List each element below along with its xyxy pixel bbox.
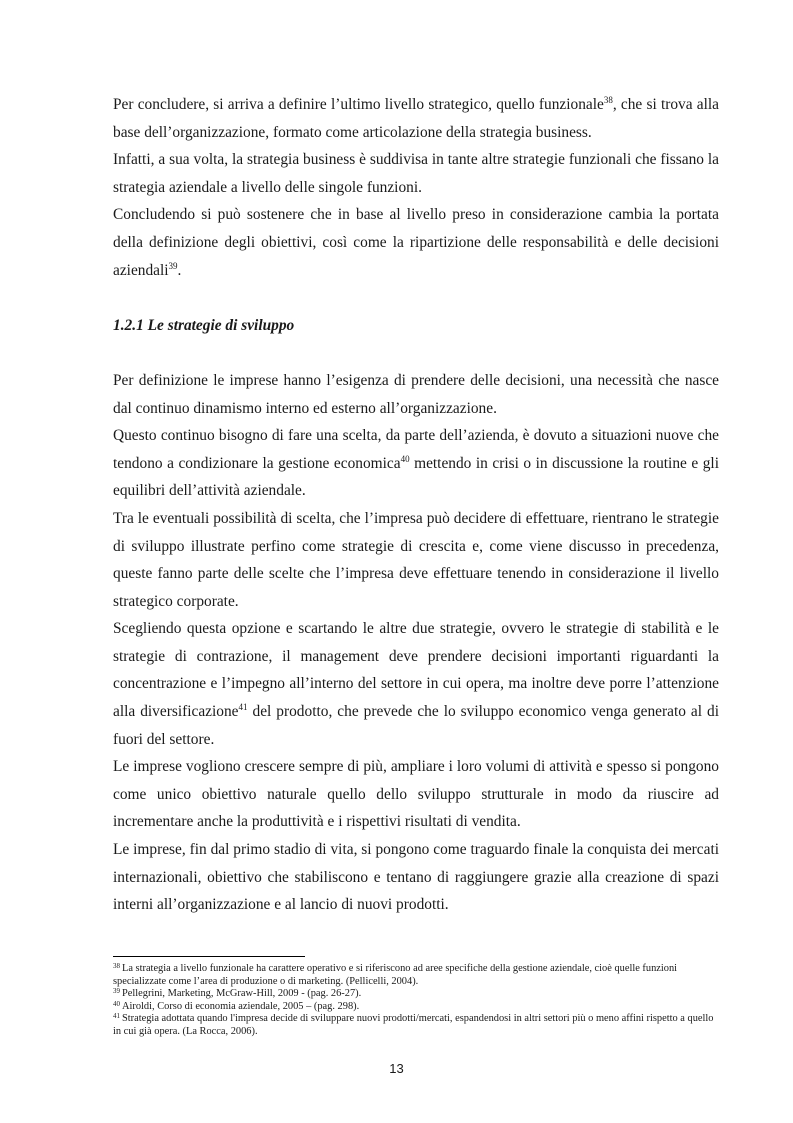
- footnote: $^{40}$ Airoldi, Corso di economia aziendale, 2005 – (pag. 298).: [113, 999, 360, 1012]
- footnotes: [113, 963, 719, 1039]
- paragraph: Scegliendo questa opzione e scartando le altre due strategie, ovvero le strategie di stabilità e le strategie di contrazione, il management deve prendere decisioni importanti riguardanti la concentrazione e l’impegno all’interno del settore in cui opera, ma inoltre deve porre l’attenzione alla diversificazione$^{41}$ del prodotto, che prevede che lo sviluppo economico venga generato al di fuori del settore.: [113, 620, 720, 748]
- paragraph: Per definizione le imprese hanno l’esigenza di prendere delle decisioni, una necessità che nasce dal continuo dinamismo interno ed esterno all’organizzazione.: [113, 371, 719, 417]
- paragraph: Tra le eventuali possibilità di scelta, che l’impresa può decidere di effettuare, rientrano le strategie di sviluppo illustrate perfino come strategie di crescita e, come viene discusso in precedenza, queste fanno parte delle scelte che l’impresa deve effettuare tenendo in considerazione il livello strategico corporate.: [113, 509, 719, 610]
- footnote-ref: 38: [603, 95, 613, 105]
- footnote: $^{38}$ La strategia a livello funzionale ha carattere operativo e si riferiscono ad aree specifiche della gestione aziendale, cioè quelle funzioni specializzate come l’area di produzione o di marketing. (Pellicelli, 2004).: [113, 962, 678, 987]
- body-text: [113, 91, 719, 919]
- paragraph: Le imprese, fin dal primo stadio di vita, si pongono come traguardo finale la conquista dei mercati internazionali, obiettivo che stabiliscono e tentano di raggiungere grazie alla creazione di spazi interni all’organizzazione e al lancio di nuovi prodotti.: [113, 841, 719, 914]
- paragraph: Concludendo si può sostenere che in base al livello preso in considerazione cambia la portata della definizione degli obiettivi, così come la ripartizione delle responsabilità e delle decisioni aziendali$^{39}$.: [113, 206, 719, 279]
- paragraph: Per concludere, si arriva a definire l’ultimo livello strategico, quello funzionale$^{38}$, che si trova alla base dell’organizzazione, formato come articolazione della strategia business.: [113, 95, 719, 141]
- page-number: 13: [389, 1061, 404, 1076]
- footnote-separator: [113, 956, 305, 957]
- paragraph: Le imprese vogliono crescere sempre di più, ampliare i loro volumi di attività e spesso si pongono come unico obiettivo naturale quello dello sviluppo strutturale in modo da riuscire ad incrementare anche la produttività e i rispettivi risultati di vendita.: [113, 758, 719, 831]
- footnote-ref: 41: [238, 702, 248, 713]
- footnote: $^{41}$ Strategia adottata quando l'impresa decide di sviluppare nuovi prodotti/mercati, espandendosi in altri settori più o meno affini rispetto a quello in cui già opera. (La Rocca, 2006).: [113, 1012, 714, 1037]
- footnote-ref: 40: [400, 453, 410, 464]
- paragraph: Questo continuo bisogno di fare una scelta, da parte dell’azienda, è dovuto a situazioni nuove che tendono a condizionare la gestione economica$^{40}$ mettendo in crisi o in discussione la routine e gli equilibri dell’attività aziendale.: [113, 427, 719, 500]
- paragraph: Infatti, a sua volta, la strategia business è suddivisa in tante altre strategie funzionali che fissano la strategia aziendale a livello delle singole funzioni.: [113, 151, 719, 196]
- section-heading: 1.2.1 Le strategie di sviluppo: [113, 316, 295, 334]
- footnote: $^{39}$ Pellegrini, Marketing, McGraw-Hill, 2009 - (pag. 26-27).: [113, 987, 362, 1000]
- footnote-ref: 39: [168, 260, 178, 271]
